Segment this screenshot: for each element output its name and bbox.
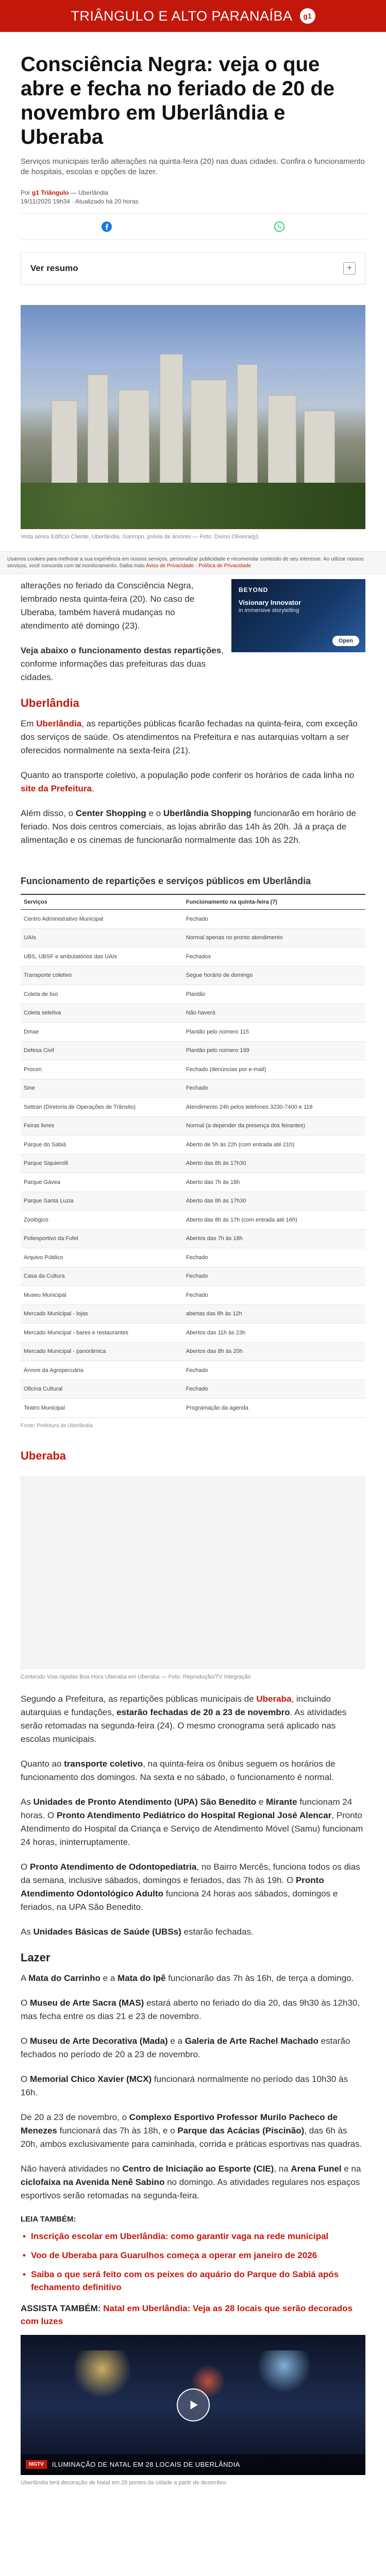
text: , no Bairro Mercês, funciona todos os dias da semana, inclusive sábados, domingos e feriados, das 7h às 19h. O — [21, 1861, 360, 1885]
service-name-cell: Transporte coletivo — [21, 966, 183, 985]
facebook-icon — [101, 221, 112, 232]
article-content — [0, 53, 386, 2487]
text: funcionará das 7h às 18h, e o — [57, 2125, 175, 2136]
section-brand[interactable]: TRIÂNGULO E ALTO PARANAÍBA — [71, 8, 293, 24]
text: , na — [274, 2163, 289, 2174]
table-header: Funcionamento na quinta-feira (7) — [183, 894, 365, 910]
bold-text: Arena Funel — [291, 2163, 342, 2174]
service-name-cell: Parque Siquierolli — [21, 1154, 183, 1173]
byline-prefix: Por — [21, 189, 30, 196]
mgtv-badge: MGTV — [26, 2460, 47, 2469]
service-name-cell: Zoológico — [21, 1211, 183, 1230]
service-name-cell: Oficina Cultural — [21, 1380, 183, 1399]
table-row — [21, 1229, 365, 1248]
building-shape — [191, 380, 227, 498]
table-row — [21, 1154, 365, 1173]
ad-line2: in immersive storytelling — [239, 607, 299, 614]
bold-text: Museu de Arte Decorativa (Mada) — [29, 2036, 168, 2046]
services-table — [21, 894, 365, 1418]
text: funcionarão das 7h às 16h, de terça a domingo. — [165, 1973, 354, 1983]
city-link[interactable]: Uberaba — [256, 1693, 292, 1704]
table-row — [21, 1023, 365, 1042]
table-row — [21, 1248, 365, 1267]
table-row — [21, 1192, 365, 1211]
service-status-cell: Fechado — [183, 1380, 365, 1399]
table-row — [21, 1267, 365, 1286]
service-name-cell: Mercado Municipal - lojas — [21, 1304, 183, 1324]
text: O — [21, 2036, 28, 2046]
bold-text: Centro de Iniciação ao Esporte (CIE) — [122, 2163, 274, 2174]
paragraph — [21, 2035, 365, 2061]
video-caption: Uberlândia terá decoração de Natal em 28 pontos da cidade a partir de dezembro — [21, 2479, 226, 2486]
bold-text: Mirante — [266, 1797, 297, 1807]
video-title: ILUMINAÇÃO DE NATAL EM 28 LOCAIS DE UBERLÂNDIA — [52, 2461, 240, 2468]
service-status-cell: Fechado — [183, 1267, 365, 1286]
bold-text: Museu de Arte Sacra (MAS) — [29, 1997, 144, 2008]
bold-text: Pronto Atendimento de Odontopediatria — [29, 1861, 197, 1872]
text: , das 6h às 20h, ambos exclusivamente para caminhada, corrida e práticas esportivas nas quadras. — [21, 2125, 362, 2149]
intro-bold: Veja abaixo o funcionamento destas repartições — [21, 646, 222, 655]
service-name-cell: Poliesportivo da Fufel — [21, 1229, 183, 1248]
table-row — [21, 1286, 365, 1305]
text: As — [21, 1797, 31, 1807]
bold-text: Galeria de Arte Rachel Machado — [184, 2036, 318, 2046]
text: e o — [146, 808, 161, 818]
bold-text: Complexo Esportivo Professor Murilo Pacheco de Menezes — [21, 2112, 338, 2136]
paragraph — [21, 2073, 365, 2099]
intro-rest: , conforme informações das prefeituras das duas cidades. — [21, 646, 224, 682]
table-row — [21, 1324, 365, 1343]
bold-text: Memorial Chico Xavier (MCX) — [29, 2074, 152, 2084]
table-row — [21, 1041, 365, 1060]
service-name-cell: Teatro Municipal — [21, 1399, 183, 1418]
summary-label: Ver resumo — [30, 263, 78, 273]
bold-text: Unidades Básicas de Saúde (UBSs) — [33, 1926, 181, 1937]
map-caption: Conteúdo Vias rápidas Boa Hora Uberaba em Uberaba — Foto: Reprodução/TV Integração — [21, 1673, 251, 1680]
service-name-cell: Parque Gávea — [21, 1173, 183, 1192]
related-link[interactable]: • Inscrição escolar em Uberlândia: como garantir vaga na rede municipal — [21, 2230, 365, 2243]
service-name-cell: UAIs — [21, 928, 183, 947]
text: Segundo a Prefeitura, as repartições públicas municipais de — [21, 1693, 254, 1704]
text: funciona 24 horas aos sábados, domingos e feriados, na UPA São Benedito. — [21, 1888, 338, 1912]
text: , as repartições públicas ficarão fechadas na quinta-feira, com exceção dos serviços de saúde. Os atendimentos na Prefeitura e nas autarquias voltam a ser oferecidos normalmente na sexta-feira (21). — [21, 719, 358, 755]
service-name-cell: Casa da Cultura — [21, 1267, 183, 1286]
text: e na — [341, 2163, 361, 2174]
table-row — [21, 910, 365, 929]
paragraph — [21, 2162, 365, 2202]
building-shape — [88, 375, 108, 498]
table-header: Serviços — [21, 894, 183, 910]
watch-link[interactable]: Natal em Uberlândia: Veja as 28 locais que serão decorados com luzes — [21, 2303, 353, 2326]
text: O — [21, 1861, 28, 1872]
paragraph — [21, 769, 365, 795]
intro-paragraph: alterações no feriado da Consciência Negra, lembrado nesta quinta-feira (20). No caso de Uberaba, também haverá mudanças no atendimento até domingo (23). — [21, 581, 195, 631]
text: Quanto ao transporte coletivo, a população pode conferir os horários de cada linha no — [21, 770, 355, 780]
watch-prefix: ASSISTA TAMBÉM: — [21, 2303, 101, 2313]
service-status-cell: Aberto das 8h às 17h30 — [183, 1154, 365, 1173]
bold-text: Uberlândia Shopping — [163, 808, 251, 818]
table-row — [21, 1079, 365, 1098]
table-row — [21, 966, 365, 985]
service-name-cell: Settran (Diretoria de Operações de Trânsito) — [21, 1098, 183, 1117]
article-title: Consciência Negra: veja o que abre e fecha no feriado de 20 de novembro em Uberlândia e Uberaba — [21, 53, 335, 148]
table-row — [21, 928, 365, 947]
video-player[interactable] — [21, 2335, 365, 2475]
byline-author[interactable]: g1 Triângulo — [32, 189, 69, 196]
text: , na quinta-feira os ônibus seguem os horários de funcionamento dos domingos. Na sexta e no sábado, o funcionamento é normal. — [21, 1758, 335, 1782]
building-shape — [160, 354, 183, 498]
text: As — [21, 1926, 31, 1937]
text: O — [21, 2074, 28, 2084]
watch-also — [21, 2302, 365, 2328]
video-title-bar — [21, 2454, 365, 2475]
byline-place: — Uberlândia — [70, 189, 109, 196]
paragraph — [21, 717, 365, 757]
ad-brand: BEYOND — [239, 586, 268, 594]
paragraph — [21, 1692, 365, 1746]
table-row — [21, 1173, 365, 1192]
paragraph — [21, 1996, 365, 2023]
service-name-cell: Coleta seletiva — [21, 1004, 183, 1023]
divider — [21, 213, 365, 214]
cookie-banner: Usamos cookies para melhorar a sua experiência em nossos serviços, personalizar publicidade e recomendar conteúdo de seu interesse. Ao utilizar nossos serviços, você concorda com tal monitoramento. Saiba mais Aviso de Privacidade · Política de Privacidade — [0, 551, 386, 574]
service-status-cell: Fechado — [183, 1079, 365, 1098]
service-name-cell: Defesa Civil — [21, 1041, 183, 1060]
service-status-cell: Fechado — [183, 910, 365, 929]
service-name-cell: Árvore da Agropecuária — [21, 1361, 183, 1380]
play-button[interactable] — [177, 2388, 210, 2421]
text: De 20 a 23 de novembro, o — [21, 2112, 127, 2122]
service-status-cell: Abertos das 7h às 18h — [183, 1229, 365, 1248]
share-whatsapp-button[interactable] — [269, 218, 290, 235]
service-name-cell: Dmae — [21, 1023, 183, 1042]
paragraph — [21, 1757, 365, 1784]
service-status-cell: Abertos das 11h às 23h — [183, 1324, 365, 1343]
service-status-cell: Fechado — [183, 1361, 365, 1380]
text: Quanto ao — [21, 1758, 62, 1769]
table-row — [21, 1361, 365, 1380]
service-status-cell: Aberto das 8h às 17h (com entrada até 16h) — [183, 1211, 365, 1230]
bold-text: Pronto Atendimento Odontológico Adulto — [21, 1875, 324, 1899]
whatsapp-icon — [274, 221, 285, 232]
table-source: Fonte: Prefeitura de Uberlândia — [21, 1422, 93, 1429]
paragraph — [21, 1972, 365, 1985]
g1-logo-icon[interactable]: g1 — [300, 8, 315, 24]
text: . As atividades serão retomadas na segunda-feira (24). O mesmo cronograma será aplicado nas escolas municipais. — [21, 1707, 347, 1744]
table-row — [21, 985, 365, 1004]
ad-line1: Visionary Innovator — [239, 599, 301, 606]
service-name-cell: Parque Santa Luzia — [21, 1192, 183, 1211]
service-status-cell: Fechado (denúncias por e-mail) — [183, 1060, 365, 1079]
service-status-cell: Normal (a depender da presença dos feirantes) — [183, 1116, 365, 1136]
intro-paragraph-2 — [21, 644, 224, 684]
share-facebook-button[interactable] — [96, 218, 117, 235]
table-header-row — [21, 894, 365, 910]
text: e a — [100, 1973, 115, 1983]
building-shape — [237, 364, 258, 498]
text: estará aberto no feriado do dia 20, das 9h30 às 12h30, mas fecha entre os dias 21 e 23 de novembro. — [21, 1997, 360, 2021]
text: Além disso, o — [21, 808, 74, 818]
ad-open-button[interactable]: Open — [332, 636, 359, 646]
trees — [21, 483, 365, 529]
service-name-cell: Arquivo Público — [21, 1248, 183, 1267]
paragraph — [21, 1795, 365, 1849]
service-status-cell: Programação da agenda — [183, 1399, 365, 1418]
service-status-cell: Plantão pelo número 199 — [183, 1041, 365, 1060]
cookie-text: Usamos cookies para melhorar a sua experiência em nossos serviços, personalizar publicidade e recomendar conteúdo de seu interesse. Ao utilizar nossos serviços, você concorda com tal monitoramento. Saiba mais — [7, 556, 364, 569]
article-subtitle: Serviços municipais terão alterações na quinta-feira (20) nas duas cidades. Confira o funcionamento de hospitais, escolas e opções de lazer. — [21, 157, 365, 176]
prefeitura-link[interactable]: site da Prefeitura — [21, 784, 92, 793]
paragraph — [21, 1860, 365, 1914]
city-link[interactable]: Uberlândia — [36, 719, 82, 728]
table-body — [21, 910, 365, 1418]
service-status-cell: Segue horário de domingo — [183, 966, 365, 985]
text: , Pronto Atendimento do Hospital da Criança e Serviço de Atendimento Móvel (Samu) funcionam 24 horas, ininterruptamente. — [21, 1810, 363, 1847]
text: no domingo. As atividades regulares nos espaços esportivos serão retomadas na segunda-feira. — [21, 2177, 360, 2200]
bold-text: Unidades de Pronto Atendimento (UPA) São Benedito — [33, 1797, 257, 1807]
top-bar — [0, 0, 386, 32]
service-name-cell: Mercado Municipal - bares e restaurantes — [21, 1324, 183, 1343]
section-heading-lazer: Lazer — [21, 1951, 51, 1964]
service-status-cell: Plantão — [183, 985, 365, 1004]
service-status-cell: Fechados — [183, 947, 365, 967]
text: A — [21, 1973, 26, 1983]
service-status-cell: Aberto das 7h às 18h — [183, 1173, 365, 1192]
service-name-cell: Museu Municipal — [21, 1286, 183, 1305]
bold-text: ciclofaixa na Avenida Nenê Sabino — [21, 2177, 165, 2187]
bold-text: Center Shopping — [75, 808, 146, 818]
service-status-cell: Fechado — [183, 1286, 365, 1305]
play-icon — [187, 2398, 200, 2412]
summary-toggle[interactable] — [21, 252, 365, 284]
table-row — [21, 1399, 365, 1418]
plus-icon[interactable]: + — [343, 262, 356, 275]
table-row — [21, 1098, 365, 1117]
table-row — [21, 1060, 365, 1079]
related-heading: LEIA TAMBÉM: — [21, 2214, 76, 2224]
bold-text: transporte coletivo — [64, 1758, 143, 1769]
service-status-cell: Aberto das 8h às 17h30 — [183, 1192, 365, 1211]
service-status-cell: abertas das 8h às 12h — [183, 1304, 365, 1324]
service-status-cell: Aberto de 5h às 22h (com entrada até 21h) — [183, 1136, 365, 1155]
paragraph — [21, 1925, 365, 1939]
table-row — [21, 1211, 365, 1230]
text: funcionam 24 horas. O — [21, 1797, 353, 1820]
service-name-cell: Coleta de lixo — [21, 985, 183, 1004]
paragraph — [21, 807, 365, 847]
table-row — [21, 1304, 365, 1324]
table-row — [21, 947, 365, 967]
bold-text: Pronto Atendimento Pediátrico do Hospital Regional José Alencar — [56, 1810, 332, 1820]
text: Em — [21, 719, 34, 728]
service-status-cell: Abertos das 8h às 20h — [183, 1342, 365, 1361]
text: funcionará normalmente no período das 10h30 às 16h. — [21, 2074, 348, 2097]
section-heading-uberaba: Uberaba — [21, 1449, 66, 1462]
service-name-cell: Sine — [21, 1079, 183, 1098]
table-row — [21, 1380, 365, 1399]
table-row — [21, 1136, 365, 1155]
service-status-cell: Plantão pelo número 115 — [183, 1023, 365, 1042]
text: Não haverá atividades no — [21, 2163, 120, 2174]
hero-caption: Vista aérea Edifício Cliente, Uberlândia, Garimpo, prévia de árvores — Foto: Divino Oliveira/g1 — [21, 534, 259, 540]
text: O — [21, 1997, 28, 2008]
ad-banner[interactable] — [231, 579, 365, 652]
service-status-cell: Atendimento 24h pelos telefones 3230-7400 e 118 — [183, 1098, 365, 1117]
table-row — [21, 1004, 365, 1023]
share-bar — [21, 217, 365, 236]
related-link[interactable]: • Voo de Uberaba para Guarulhos começa a operar em janeiro de 2026 — [21, 2249, 365, 2262]
bold-text: estarão fechadas de 20 a 23 de novembro — [116, 1707, 290, 1717]
table-row — [21, 1342, 365, 1361]
text: estarão fechadas. — [181, 1926, 254, 1937]
paragraph — [21, 2111, 365, 2151]
bold-text: Mata do Carrinho — [28, 1973, 100, 1983]
cookie-privacy-link[interactable]: Aviso de Privacidade — [146, 563, 194, 569]
text: . — [91, 784, 94, 793]
text: , incluindo autarquias e fundações, — [21, 1693, 331, 1717]
service-name-cell: Feiras livres — [21, 1116, 183, 1136]
cookie-policy-link[interactable]: Política de Privacidade — [198, 563, 251, 569]
service-status-cell: Fechado — [183, 1248, 365, 1267]
embedded-map[interactable] — [21, 1476, 365, 1669]
publish-date: 19/11/2025 19h34 · Atualizado há 20 horas — [21, 198, 139, 205]
related-link[interactable]: • Saiba o que será feito com os peixes do aquário do Parque do Sabiá após fechamento definitivo — [21, 2268, 365, 2294]
text: estarão fechados no período de 20 a 23 de novembro. — [21, 2036, 350, 2059]
service-name-cell: Mercado Municipal - panorâmica — [21, 1342, 183, 1361]
text: e a — [167, 2036, 182, 2046]
section-heading-uberlandia: Uberlândia — [21, 697, 79, 709]
building-shape — [119, 390, 149, 498]
service-status-cell: Não haverá — [183, 1004, 365, 1023]
text: funcionarão em horário de feriado. Nos dois centros comerciais, as lojas abrirão das 14h às 20h. Já a praça de alimentação e os cinemas de funcionarão normalmente das 10h às 22h. — [21, 808, 356, 845]
text: e — [256, 1797, 264, 1807]
service-name-cell: Centro Administrativo Municipal — [21, 910, 183, 929]
hero-image — [21, 305, 365, 529]
table-title: Funcionamento de repartições e serviços públicos em Uberlândia — [21, 876, 311, 886]
table-row — [21, 1116, 365, 1136]
bold-text: Mata do Ipê — [118, 1973, 166, 1983]
service-name-cell: UBS, UBSF e ambulatórios das UAIs — [21, 947, 183, 967]
service-status-cell: Normal apenas no pronto atendimento — [183, 928, 365, 947]
byline — [21, 189, 365, 206]
service-name-cell: Parque do Sabiá — [21, 1136, 183, 1155]
intro-section — [21, 579, 365, 684]
related-links — [21, 2230, 365, 2294]
service-name-cell: Procon — [21, 1060, 183, 1079]
intro-text — [21, 579, 224, 684]
bold-text: Parque das Acácias (Piscinão) — [177, 2125, 305, 2136]
